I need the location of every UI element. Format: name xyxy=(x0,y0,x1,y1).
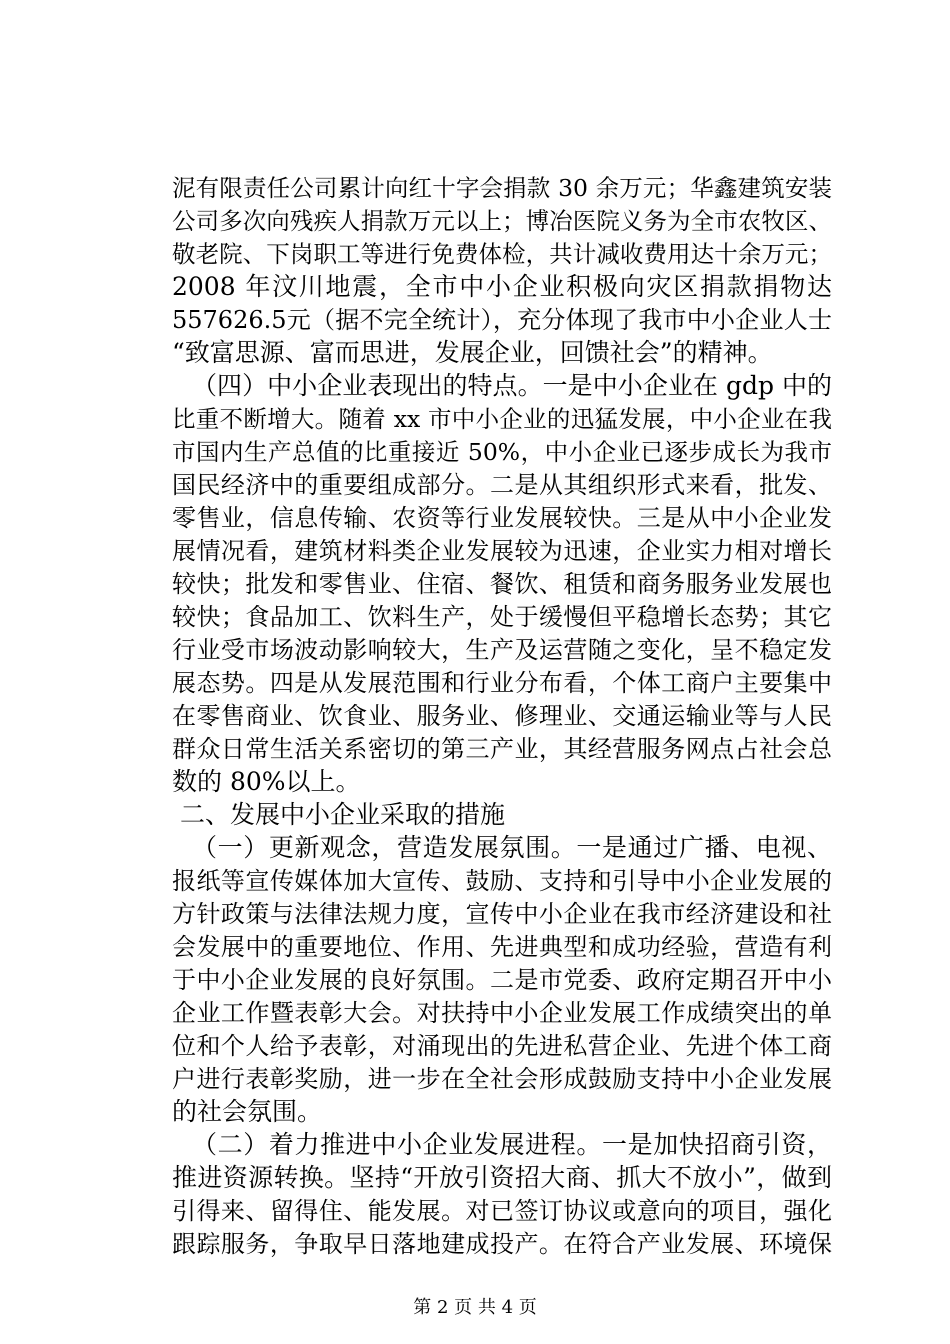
paragraph-start: （一）更新观念，营造发展氛围。一是通过广播、电视、 xyxy=(192,833,832,862)
text-line: 户进行表彰奖励，进一步在全社会形成鼓励支持中小企业发展 xyxy=(172,1065,832,1093)
text-line: 2008 年汶川地震，全市中小企业积极向灾区捐款捐物达 xyxy=(172,272,832,301)
text-line: 市国内生产总值的比重接近 50%，中小企业已逐步成长为我市 xyxy=(172,438,832,466)
section-heading: 二、发展中小企业采取的措施 xyxy=(180,800,506,829)
page-footer: 第 2 页 共 4 页 xyxy=(413,1297,537,1318)
text-line: 企业工作暨表彰大会。对扶持中小企业发展工作成绩突出的单 xyxy=(172,999,832,1027)
text-line: 较快；批发和零售业、住宿、餐饮、租赁和商务服务业发展也 xyxy=(172,570,832,598)
text-line: 的社会氛围。 xyxy=(172,1097,323,1126)
paragraph-start: （二）着力推进中小企业发展进程。一是加快招商引资， xyxy=(192,1130,832,1159)
text-line: 较快；食品加工、饮料生产，处于缓慢但平稳增长态势；其它 xyxy=(172,603,832,631)
text-line: 群众日常生活关系密切的第三产业，其经营服务网点占社会总 xyxy=(172,735,832,763)
text-line: 泥有限责任公司累计向红十字会捐款 30 余万元；华鑫建筑安装 xyxy=(172,174,832,202)
text-line: 引得来、留得住、能发展。对已签订协议或意向的项目，强化 xyxy=(172,1197,832,1225)
text-line: 展态势。四是从发展范围和行业分布看，个体工商户主要集中 xyxy=(172,669,832,697)
text-line: 行业受市场波动影响较大，生产及运营随之变化，呈不稳定发 xyxy=(172,636,832,664)
text-line: 会发展中的重要地位、作用、先进典型和成功经验，营造有利 xyxy=(172,933,832,961)
text-line: 在零售商业、饮食业、服务业、修理业、交通运输业等与人民 xyxy=(172,702,832,730)
text-line: “致富思源、富而思进，发展企业，回馈社会”的精神。 xyxy=(172,338,773,367)
text-line: 国民经济中的重要组成部分。二是从其组织形式来看，批发、 xyxy=(172,471,832,499)
text-line: 557626.5元（据不完全统计），充分体现了我市中小企业人士 xyxy=(172,306,832,334)
text-line: 零售业，信息传输、农资等行业发展较快。三是从中小企业发 xyxy=(172,504,832,532)
text-line: 于中小企业发展的良好氛围。二是市党委、政府定期召开中小 xyxy=(172,966,832,994)
text-line: 数的 80%以上。 xyxy=(172,767,361,796)
text-line: 展情况看，建筑材料类企业发展较为迅速，企业实力相对增长 xyxy=(172,537,832,565)
text-line: 公司多次向残疾人捐款万元以上；博冶医院义务为全市农牧区、 xyxy=(172,207,832,235)
text-line: 报纸等宣传媒体加大宣传、鼓励、支持和引导中小企业发展的 xyxy=(172,867,832,895)
text-line: 比重不断增大。随着 xx 市中小企业的迅猛发展，中小企业在我 xyxy=(172,405,832,433)
paragraph-start: （四）中小企业表现出的特点。一是中小企业在 gdp 中的 xyxy=(192,371,832,400)
text-line: 跟踪服务，争取早日落地建成投产。在符合产业发展、环境保 xyxy=(172,1230,832,1258)
text-line: 敬老院、下岗职工等进行免费体检，共计减收费用达十余万元； xyxy=(172,240,832,268)
text-line: 方针政策与法律法规力度，宣传中小企业在我市经济建设和社 xyxy=(172,900,832,928)
text-line: 推进资源转换。坚持“开放引资招大商、抓大不放小”，做到 xyxy=(172,1163,832,1192)
text-line: 位和个人给予表彰，对涌现出的先进私营企业、先进个体工商 xyxy=(172,1032,832,1060)
